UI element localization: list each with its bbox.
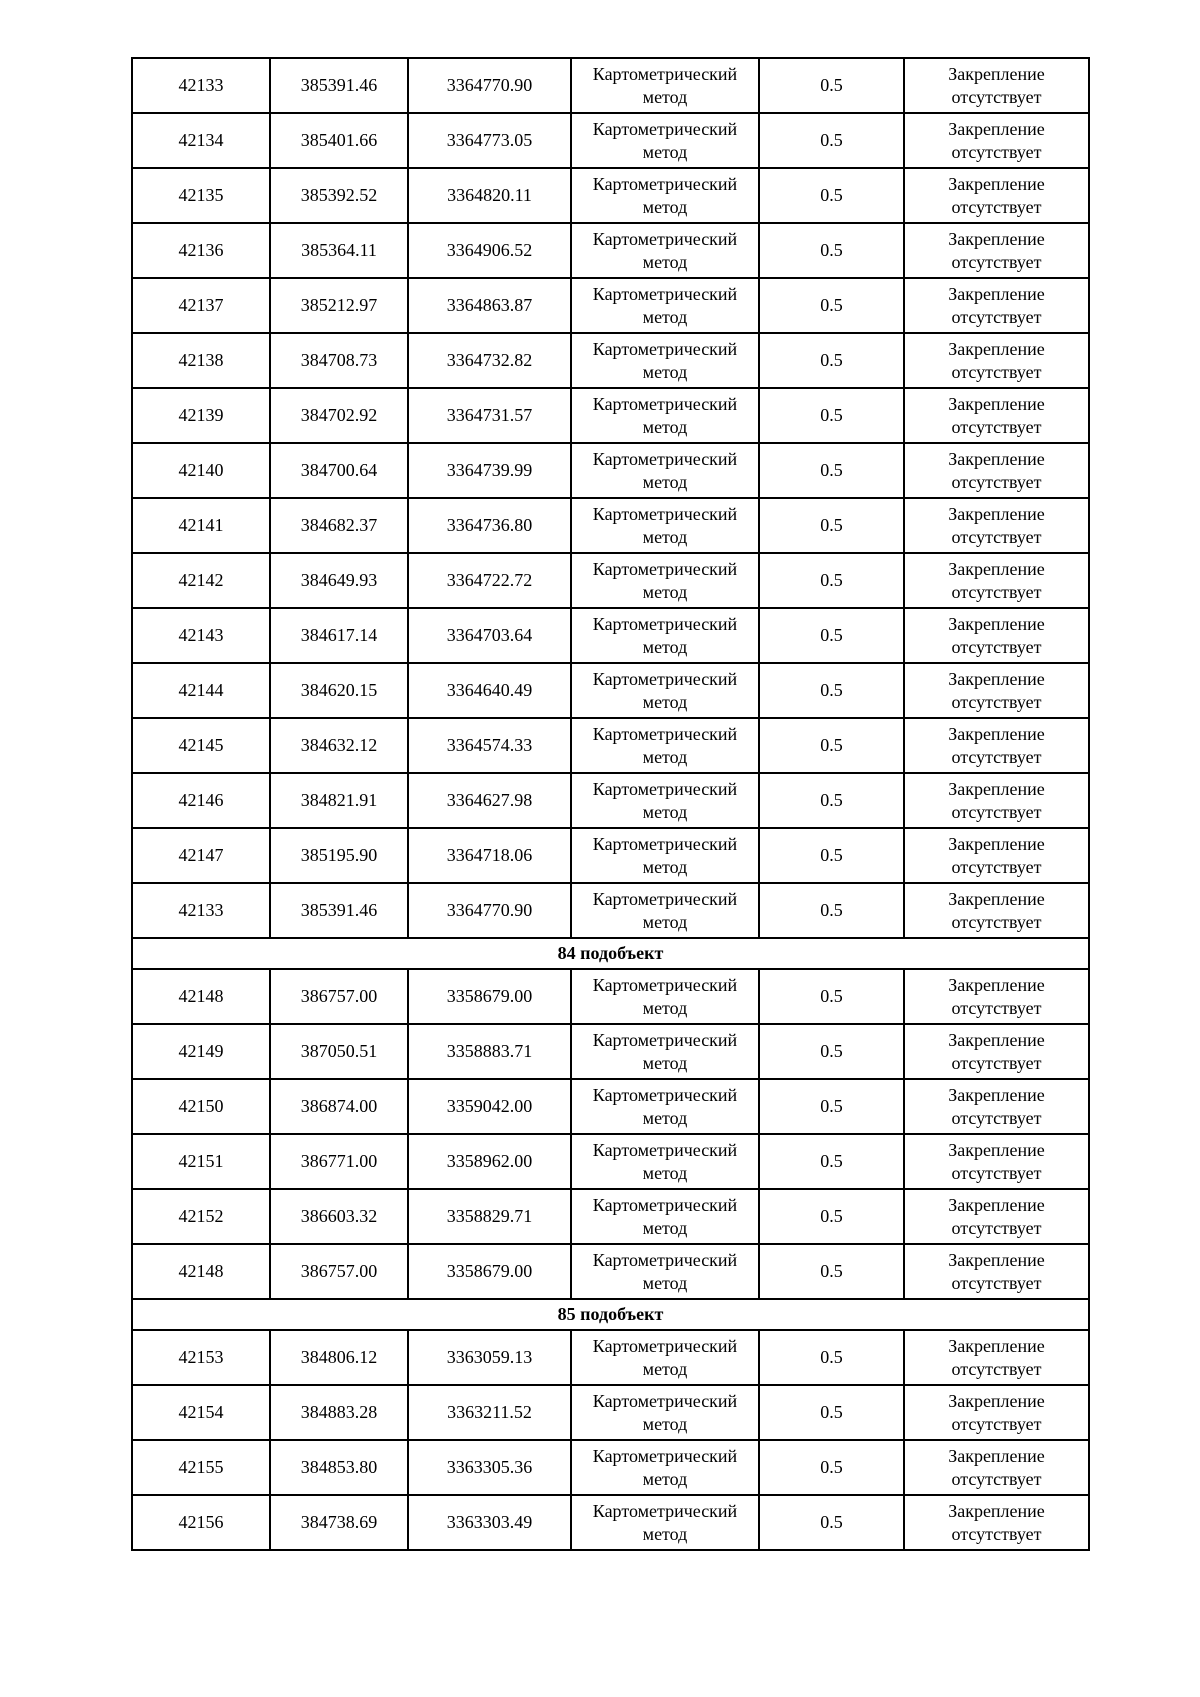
- method-cell: Картометрический метод: [571, 498, 759, 553]
- accuracy-cell: 0.5: [759, 1244, 904, 1299]
- method-cell: Картометрический метод: [571, 333, 759, 388]
- method-cell: Картометрический метод: [571, 663, 759, 718]
- table-row: [132, 1079, 1089, 1134]
- table-row: [132, 883, 1089, 938]
- table-row: [132, 828, 1089, 883]
- fixing-description-cell: Закрепление отсутствует: [904, 773, 1089, 828]
- accuracy-cell: 0.5: [759, 1495, 904, 1550]
- y-coordinate-cell: 3359042.00: [408, 1079, 571, 1134]
- x-coordinate-cell: 385401.66: [270, 113, 408, 168]
- method-cell: Картометрический метод: [571, 608, 759, 663]
- x-coordinate-cell: 384702.92: [270, 388, 408, 443]
- x-coordinate-cell: 384620.15: [270, 663, 408, 718]
- method-cell: Картометрический метод: [571, 828, 759, 883]
- x-coordinate-cell: 384632.12: [270, 718, 408, 773]
- table-row: [132, 498, 1089, 553]
- x-coordinate-cell: 386757.00: [270, 969, 408, 1024]
- method-cell: Картометрический метод: [571, 1385, 759, 1440]
- table-row: [132, 1385, 1089, 1440]
- accuracy-cell: 0.5: [759, 388, 904, 443]
- method-cell: Картометрический метод: [571, 388, 759, 443]
- table-row: [132, 1244, 1089, 1299]
- section-header-row: [132, 938, 1089, 969]
- accuracy-cell: 0.5: [759, 278, 904, 333]
- x-coordinate-cell: 385391.46: [270, 58, 408, 113]
- fixing-description-cell: Закрепление отсутствует: [904, 883, 1089, 938]
- accuracy-cell: 0.5: [759, 608, 904, 663]
- point-number-cell: 42141: [132, 498, 270, 553]
- x-coordinate-cell: 384617.14: [270, 608, 408, 663]
- coordinates-table-body: [132, 58, 1089, 1550]
- accuracy-cell: 0.5: [759, 773, 904, 828]
- point-number-cell: 42156: [132, 1495, 270, 1550]
- x-coordinate-cell: 385212.97: [270, 278, 408, 333]
- method-cell: Картометрический метод: [571, 1495, 759, 1550]
- x-coordinate-cell: 384682.37: [270, 498, 408, 553]
- point-number-cell: 42148: [132, 1244, 270, 1299]
- y-coordinate-cell: 3363305.36: [408, 1440, 571, 1495]
- x-coordinate-cell: 384883.28: [270, 1385, 408, 1440]
- method-cell: Картометрический метод: [571, 773, 759, 828]
- x-coordinate-cell: 384806.12: [270, 1330, 408, 1385]
- fixing-description-cell: Закрепление отсутствует: [904, 1495, 1089, 1550]
- accuracy-cell: 0.5: [759, 1079, 904, 1134]
- table-row: [132, 1495, 1089, 1550]
- y-coordinate-cell: 3364718.06: [408, 828, 571, 883]
- table-row: [132, 278, 1089, 333]
- y-coordinate-cell: 3364732.82: [408, 333, 571, 388]
- y-coordinate-cell: 3364773.05: [408, 113, 571, 168]
- y-coordinate-cell: 3363059.13: [408, 1330, 571, 1385]
- point-number-cell: 42148: [132, 969, 270, 1024]
- point-number-cell: 42133: [132, 883, 270, 938]
- point-number-cell: 42140: [132, 443, 270, 498]
- point-number-cell: 42137: [132, 278, 270, 333]
- method-cell: Картометрический метод: [571, 278, 759, 333]
- method-cell: Картометрический метод: [571, 1024, 759, 1079]
- x-coordinate-cell: 384821.91: [270, 773, 408, 828]
- fixing-description-cell: Закрепление отсутствует: [904, 553, 1089, 608]
- accuracy-cell: 0.5: [759, 828, 904, 883]
- x-coordinate-cell: 387050.51: [270, 1024, 408, 1079]
- accuracy-cell: 0.5: [759, 718, 904, 773]
- coordinates-table: [131, 57, 1090, 1551]
- y-coordinate-cell: 3364906.52: [408, 223, 571, 278]
- table-row: [132, 969, 1089, 1024]
- x-coordinate-cell: 384649.93: [270, 553, 408, 608]
- accuracy-cell: 0.5: [759, 1134, 904, 1189]
- table-row: [132, 1024, 1089, 1079]
- y-coordinate-cell: 3358679.00: [408, 1244, 571, 1299]
- table-row: [132, 1440, 1089, 1495]
- section-header-row: [132, 1299, 1089, 1330]
- table-row: [132, 1189, 1089, 1244]
- method-cell: Картометрический метод: [571, 883, 759, 938]
- point-number-cell: 42150: [132, 1079, 270, 1134]
- y-coordinate-cell: 3363303.49: [408, 1495, 571, 1550]
- y-coordinate-cell: 3364863.87: [408, 278, 571, 333]
- x-coordinate-cell: 385391.46: [270, 883, 408, 938]
- accuracy-cell: 0.5: [759, 168, 904, 223]
- fixing-description-cell: Закрепление отсутствует: [904, 1385, 1089, 1440]
- x-coordinate-cell: 385195.90: [270, 828, 408, 883]
- x-coordinate-cell: 386874.00: [270, 1079, 408, 1134]
- x-coordinate-cell: 384700.64: [270, 443, 408, 498]
- y-coordinate-cell: 3364640.49: [408, 663, 571, 718]
- fixing-description-cell: Закрепление отсутствует: [904, 1134, 1089, 1189]
- table-row: [132, 663, 1089, 718]
- fixing-description-cell: Закрепление отсутствует: [904, 969, 1089, 1024]
- method-cell: Картометрический метод: [571, 223, 759, 278]
- fixing-description-cell: Закрепление отсутствует: [904, 388, 1089, 443]
- table-row: [132, 1330, 1089, 1385]
- y-coordinate-cell: 3364574.33: [408, 718, 571, 773]
- method-cell: Картометрический метод: [571, 553, 759, 608]
- fixing-description-cell: Закрепление отсутствует: [904, 663, 1089, 718]
- point-number-cell: 42155: [132, 1440, 270, 1495]
- accuracy-cell: 0.5: [759, 58, 904, 113]
- accuracy-cell: 0.5: [759, 1440, 904, 1495]
- fixing-description-cell: Закрепление отсутствует: [904, 1244, 1089, 1299]
- point-number-cell: 42144: [132, 663, 270, 718]
- y-coordinate-cell: 3364770.90: [408, 58, 571, 113]
- accuracy-cell: 0.5: [759, 498, 904, 553]
- accuracy-cell: 0.5: [759, 113, 904, 168]
- fixing-description-cell: Закрепление отсутствует: [904, 1440, 1089, 1495]
- point-number-cell: 42152: [132, 1189, 270, 1244]
- accuracy-cell: 0.5: [759, 553, 904, 608]
- point-number-cell: 42149: [132, 1024, 270, 1079]
- y-coordinate-cell: 3364736.80: [408, 498, 571, 553]
- point-number-cell: 42143: [132, 608, 270, 663]
- point-number-cell: 42151: [132, 1134, 270, 1189]
- y-coordinate-cell: 3363211.52: [408, 1385, 571, 1440]
- table-row: [132, 443, 1089, 498]
- fixing-description-cell: Закрепление отсутствует: [904, 1330, 1089, 1385]
- y-coordinate-cell: 3358883.71: [408, 1024, 571, 1079]
- point-number-cell: 42146: [132, 773, 270, 828]
- method-cell: Картометрический метод: [571, 969, 759, 1024]
- table-row: [132, 608, 1089, 663]
- x-coordinate-cell: 386771.00: [270, 1134, 408, 1189]
- x-coordinate-cell: 384738.69: [270, 1495, 408, 1550]
- method-cell: Картометрический метод: [571, 718, 759, 773]
- fixing-description-cell: Закрепление отсутствует: [904, 223, 1089, 278]
- y-coordinate-cell: 3364731.57: [408, 388, 571, 443]
- fixing-description-cell: Закрепление отсутствует: [904, 113, 1089, 168]
- y-coordinate-cell: 3364739.99: [408, 443, 571, 498]
- method-cell: Картометрический метод: [571, 1244, 759, 1299]
- y-coordinate-cell: 3364703.64: [408, 608, 571, 663]
- point-number-cell: 42134: [132, 113, 270, 168]
- fixing-description-cell: Закрепление отсутствует: [904, 1189, 1089, 1244]
- x-coordinate-cell: 385364.11: [270, 223, 408, 278]
- fixing-description-cell: Закрепление отсутствует: [904, 1024, 1089, 1079]
- accuracy-cell: 0.5: [759, 223, 904, 278]
- fixing-description-cell: Закрепление отсутствует: [904, 443, 1089, 498]
- accuracy-cell: 0.5: [759, 1189, 904, 1244]
- accuracy-cell: 0.5: [759, 333, 904, 388]
- accuracy-cell: 0.5: [759, 1330, 904, 1385]
- accuracy-cell: 0.5: [759, 663, 904, 718]
- point-number-cell: 42139: [132, 388, 270, 443]
- fixing-description-cell: Закрепление отсутствует: [904, 498, 1089, 553]
- point-number-cell: 42136: [132, 223, 270, 278]
- x-coordinate-cell: 384853.80: [270, 1440, 408, 1495]
- method-cell: Картометрический метод: [571, 1440, 759, 1495]
- table-row: [132, 388, 1089, 443]
- point-number-cell: 42133: [132, 58, 270, 113]
- fixing-description-cell: Закрепление отсутствует: [904, 608, 1089, 663]
- accuracy-cell: 0.5: [759, 443, 904, 498]
- accuracy-cell: 0.5: [759, 1024, 904, 1079]
- y-coordinate-cell: 3358829.71: [408, 1189, 571, 1244]
- point-number-cell: 42145: [132, 718, 270, 773]
- method-cell: Картометрический метод: [571, 1189, 759, 1244]
- table-row: [132, 773, 1089, 828]
- x-coordinate-cell: 386603.32: [270, 1189, 408, 1244]
- table-row: [132, 718, 1089, 773]
- table-row: [132, 58, 1089, 113]
- table-row: [132, 1134, 1089, 1189]
- section-title: 84 подобъект: [132, 938, 1089, 969]
- fixing-description-cell: Закрепление отсутствует: [904, 718, 1089, 773]
- y-coordinate-cell: 3364820.11: [408, 168, 571, 223]
- method-cell: Картометрический метод: [571, 113, 759, 168]
- method-cell: Картометрический метод: [571, 168, 759, 223]
- section-title: 85 подобъект: [132, 1299, 1089, 1330]
- y-coordinate-cell: 3364627.98: [408, 773, 571, 828]
- fixing-description-cell: Закрепление отсутствует: [904, 828, 1089, 883]
- point-number-cell: 42135: [132, 168, 270, 223]
- y-coordinate-cell: 3364770.90: [408, 883, 571, 938]
- y-coordinate-cell: 3358962.00: [408, 1134, 571, 1189]
- point-number-cell: 42154: [132, 1385, 270, 1440]
- accuracy-cell: 0.5: [759, 969, 904, 1024]
- point-number-cell: 42142: [132, 553, 270, 608]
- table-row: [132, 553, 1089, 608]
- method-cell: Картометрический метод: [571, 1330, 759, 1385]
- fixing-description-cell: Закрепление отсутствует: [904, 1079, 1089, 1134]
- point-number-cell: 42153: [132, 1330, 270, 1385]
- fixing-description-cell: Закрепление отсутствует: [904, 333, 1089, 388]
- table-row: [132, 333, 1089, 388]
- table-row: [132, 223, 1089, 278]
- point-number-cell: 42138: [132, 333, 270, 388]
- method-cell: Картометрический метод: [571, 58, 759, 113]
- y-coordinate-cell: 3364722.72: [408, 553, 571, 608]
- method-cell: Картометрический метод: [571, 1079, 759, 1134]
- method-cell: Картометрический метод: [571, 443, 759, 498]
- fixing-description-cell: Закрепление отсутствует: [904, 168, 1089, 223]
- fixing-description-cell: Закрепление отсутствует: [904, 278, 1089, 333]
- x-coordinate-cell: 386757.00: [270, 1244, 408, 1299]
- y-coordinate-cell: 3358679.00: [408, 969, 571, 1024]
- point-number-cell: 42147: [132, 828, 270, 883]
- accuracy-cell: 0.5: [759, 883, 904, 938]
- accuracy-cell: 0.5: [759, 1385, 904, 1440]
- table-row: [132, 168, 1089, 223]
- fixing-description-cell: Закрепление отсутствует: [904, 58, 1089, 113]
- table-row: [132, 113, 1089, 168]
- x-coordinate-cell: 385392.52: [270, 168, 408, 223]
- method-cell: Картометрический метод: [571, 1134, 759, 1189]
- x-coordinate-cell: 384708.73: [270, 333, 408, 388]
